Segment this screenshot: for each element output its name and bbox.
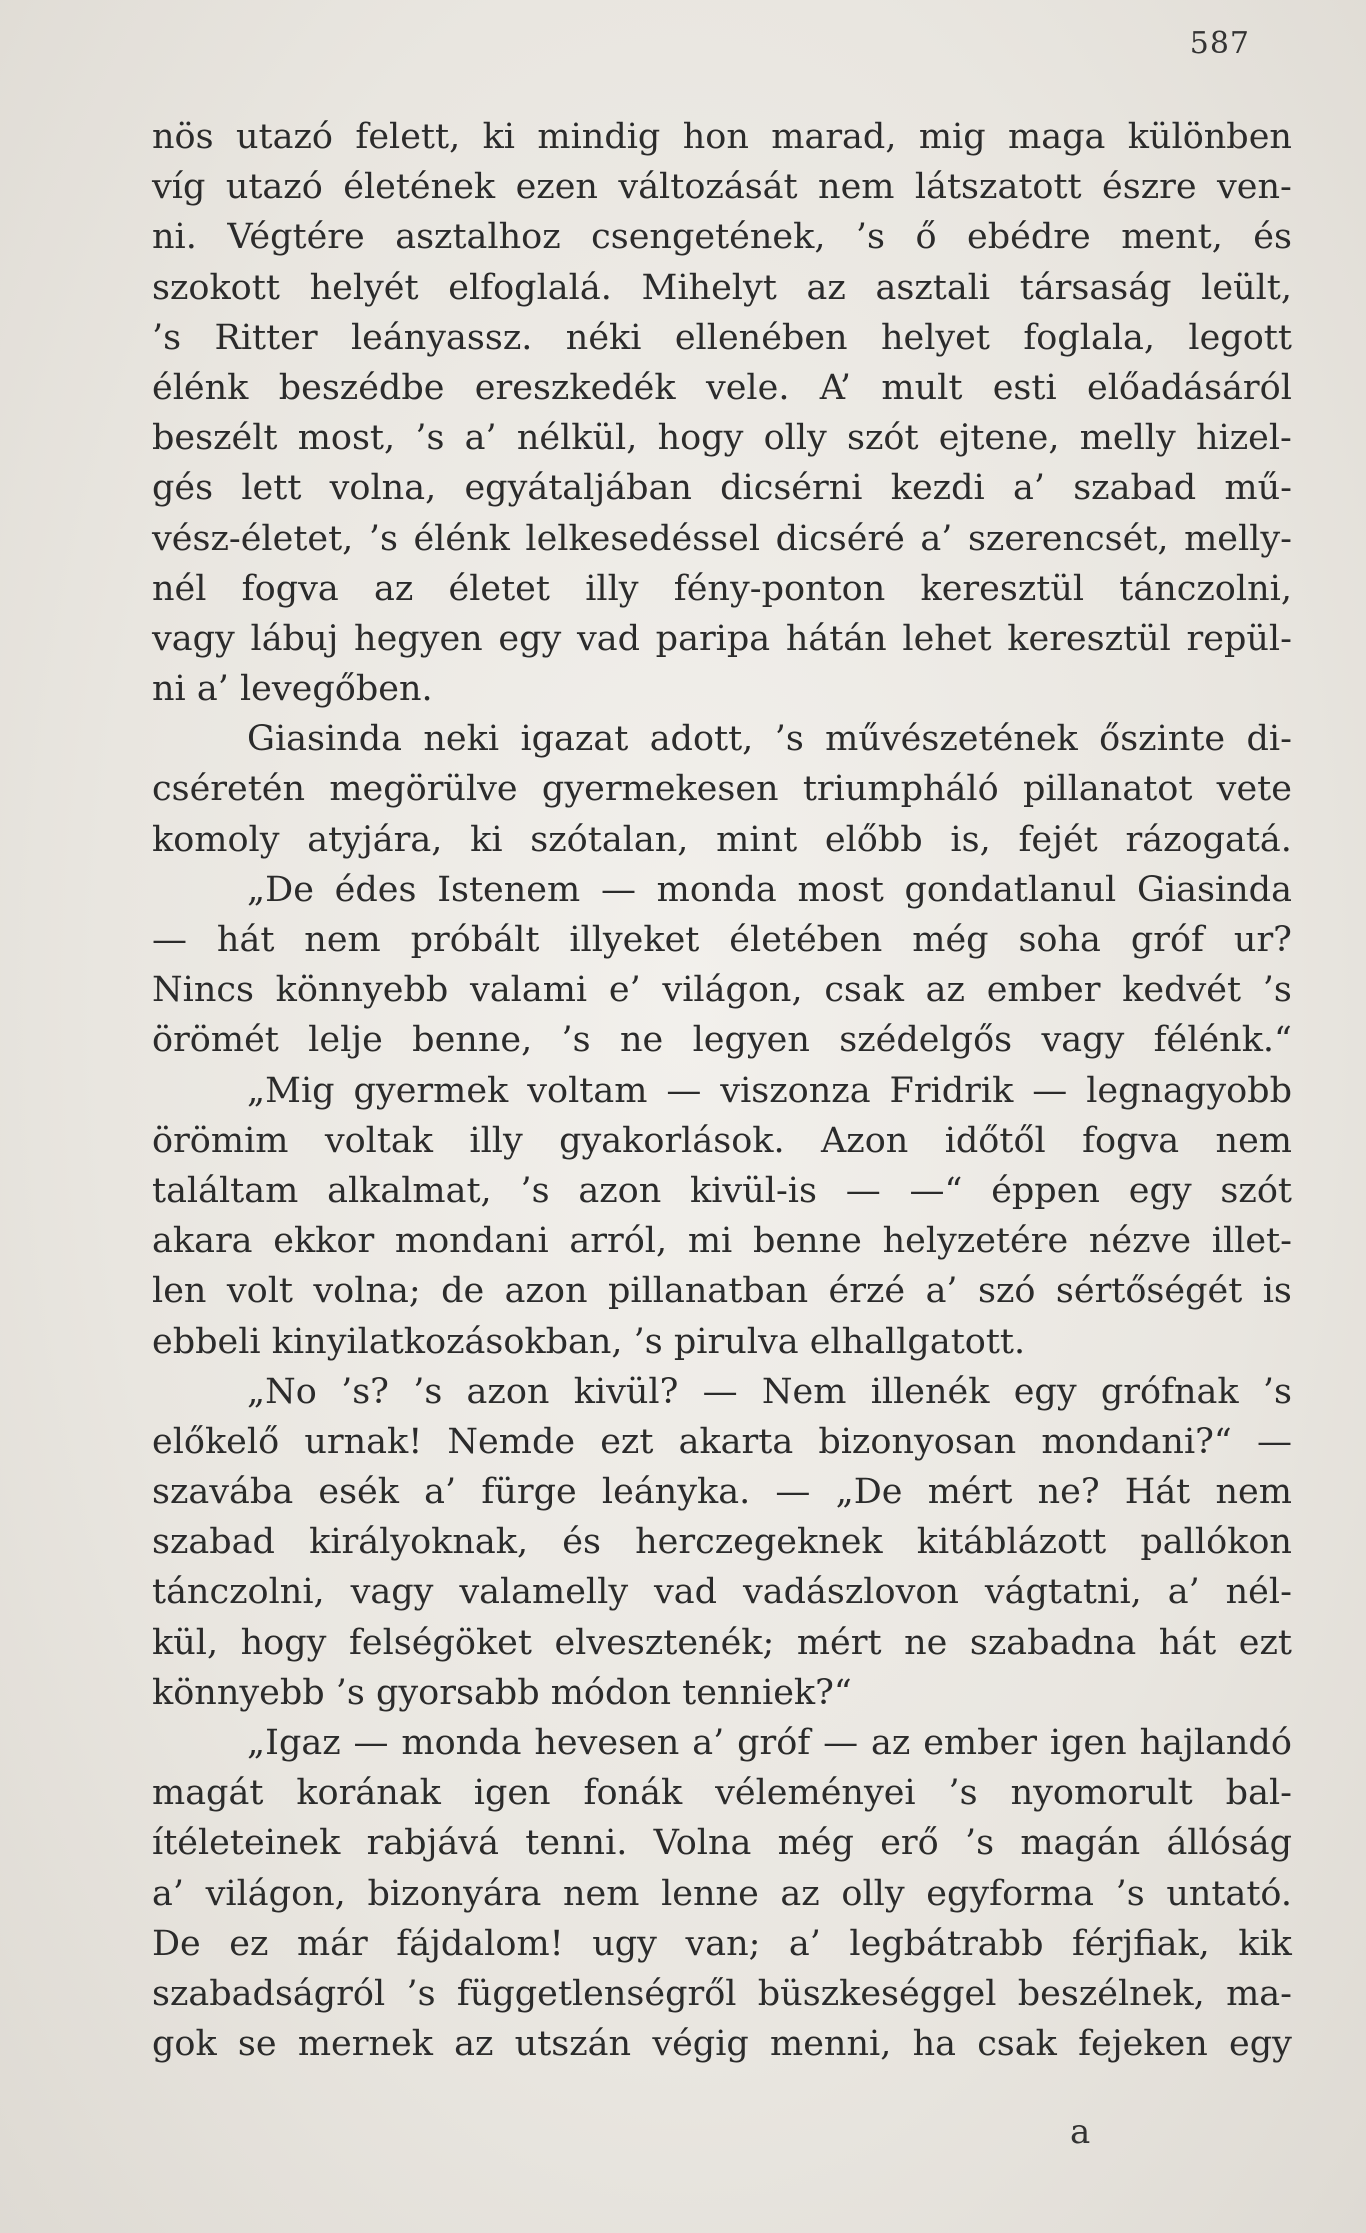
page-number: 587 <box>1189 26 1250 61</box>
text-line: vész-életet, ’s élénk lelkesedéssel dicséré a’ szerencsét, melly- <box>152 518 1292 559</box>
text-line: gok se mernek az utszán végig menni, ha csak fejeken egy <box>152 2024 1292 2065</box>
text-line: szavába esék a’ fürge leányka. — „De mért ne? Hát nem <box>152 1472 1292 1513</box>
text-line: Nincs könnyebb valami e’ világon, csak az ember kedvét ’s <box>152 970 1292 1011</box>
text-line: találtam alkalmat, ’s azon kivül-is — —“ éppen egy szót <box>152 1170 1292 1211</box>
paragraph-start-line: „Igaz — monda hevesen a’ gróf — az ember igen hajlandó <box>247 1723 1292 1763</box>
text-line: cséretén megörülve gyermekesen triumpháló pillanatot vete <box>152 769 1292 810</box>
text-line: ni a’ levegőben. <box>152 669 433 710</box>
text-line: ebbeli kinyilatkozásokban, ’s pirulva elhallgatott. <box>152 1321 1026 1362</box>
text-line: örömét lelje benne, ’s ne legyen szédelgős vagy félénk.“ <box>152 1020 1292 1061</box>
paragraph-start-line: „De édes Istenem — monda most gondatlanul Giasinda <box>247 869 1292 910</box>
text-line: örömim voltak illy gyakorlások. Azon időtől fogva nem <box>152 1120 1292 1161</box>
text-line: előkelő urnak! Nemde ezt akarta bizonyosan mondani?“ — <box>152 1421 1292 1462</box>
text-line: kül, hogy felségöket elvesztenék; mért ne szabadna hát ezt <box>152 1622 1292 1663</box>
text-line: víg utazó életének ezen változását nem látszatott észre ven- <box>152 167 1292 208</box>
text-line: szabad királyoknak, és herczegeknek kitáblázott pallókon <box>152 1522 1292 1563</box>
text-line: komoly atyjára, ki szótalan, mint előbb is, fejét rázogatá. <box>152 819 1292 860</box>
text-line: ’s Ritter leányassz. néki ellenében helyet foglala, legott <box>152 317 1292 358</box>
text-line: ítéleteinek rabjává tenni. Volna még erő ’s magán állóság <box>152 1823 1292 1864</box>
catchword: a <box>1070 2112 1091 2152</box>
text-line: beszélt most, ’s a’ nélkül, hogy olly szót ejtene, melly hizel- <box>152 418 1292 459</box>
text-line: len volt volna; de azon pillanatban érzé a’ szó sértőségét is <box>152 1271 1292 1312</box>
text-line: élénk beszédbe ereszkedék vele. A’ mult esti előadásáról <box>152 367 1292 408</box>
text-line: tánczolni, vagy valamelly vad vadászlovon vágtatni, a’ nél- <box>152 1572 1292 1613</box>
body-text <box>152 112 1292 2069</box>
text-line: a’ világon, bizonyára nem lenne az olly egyforma ’s untató. <box>152 1873 1292 1914</box>
text-line: gés lett volna, egyátaljában dicsérni kezdi a’ szabad mű- <box>152 468 1292 509</box>
text-line: ni. Végtére asztalhoz csengetének, ’s ő ebédre ment, és <box>152 217 1292 258</box>
paragraph-start-line: Giasinda neki igazat adott, ’s művészetének őszinte di- <box>247 719 1292 760</box>
text-line: szokott helyét elfoglalá. Mihelyt az asztali társaság leült, <box>152 267 1292 308</box>
text-line: nél fogva az életet illy fény-ponton keresztül tánczolni, <box>152 568 1292 609</box>
text-line: — hát nem próbált illyeket életében még soha gróf ur? <box>152 920 1292 960</box>
text-line: könnyebb ’s gyorsabb módon tenniek?“ <box>152 1672 852 1713</box>
text-line: magát korának igen fonák véleményei ’s nyomorult bal- <box>152 1773 1292 1814</box>
text-line: De ez már fájdalom! ugy van; a’ legbátrabb férjfiak, kik <box>152 1923 1292 1964</box>
text-line: nös utazó felett, ki mindig hon marad, mig maga különben <box>152 117 1292 157</box>
paragraph-start-line: „Mig gyermek voltam — viszonza Fridrik — legnagyobb <box>247 1070 1292 1111</box>
text-line: szabadságról ’s függetlenségről büszkeséggel beszélnek, ma- <box>152 1973 1292 2014</box>
text-line: akara ekkor mondani arról, mi benne helyzetére nézve illet- <box>152 1221 1292 1262</box>
paragraph-start-line: „No ’s? ’s azon kivül? — Nem illenék egy grófnak ’s <box>247 1371 1292 1412</box>
text-line: vagy lábuj hegyen egy vad paripa hátán lehet keresztül repül- <box>152 618 1292 659</box>
